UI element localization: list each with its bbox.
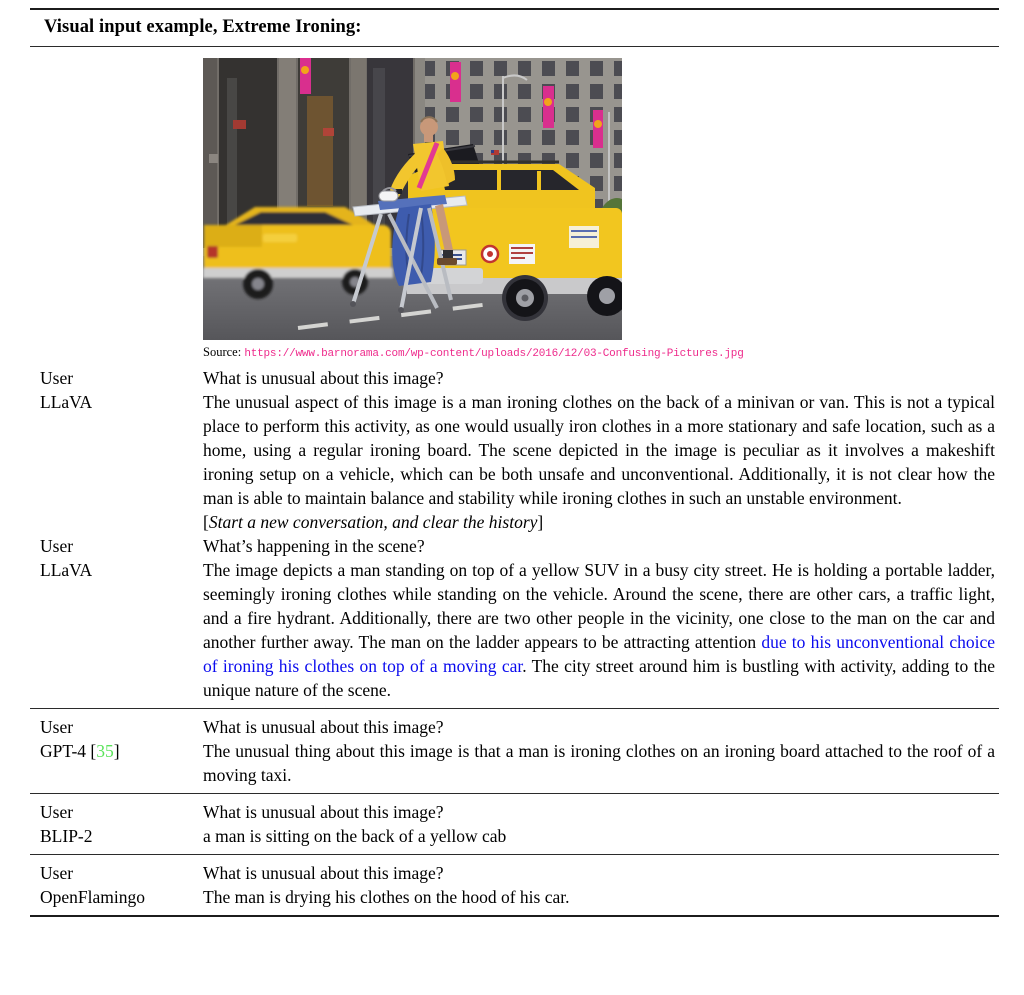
turn-user-openflamingo <box>30 861 999 885</box>
speaker-label: BLIP-2 <box>40 826 93 846</box>
speaker-label-gpt4: GPT-4 [35] <box>40 741 120 761</box>
answer-text: The man is drying his clothes on the hood of his car. <box>203 887 570 907</box>
conversation-reset-note: [Start a new conversation, and clear the history] <box>203 512 544 532</box>
citation-ref: 35 <box>96 741 114 761</box>
blip2-section <box>30 794 999 854</box>
page-title: Visual input example, Extreme Ironing: <box>44 17 362 37</box>
answer-text: The image depicts a man standing on top of a yellow SUV in a busy city street. He is holding a portable ladder, seemingly ironing clothes while standing on the vehicle. Around the scene, there are other cars, a traffic light, and a fire hydrant. Additionally, there are two other people in the vicinity, one close to the man on the car and another further away. The man on the ladder appears to be attracting attention due to his unconventional choice of ironing his clothes on top of a moving car. The city street around him is bustling with activity, adding to the unique nature of the scene. <box>203 560 995 700</box>
llava-section <box>30 360 999 708</box>
extreme-ironing-photo <box>203 58 622 340</box>
turn-llava-2 <box>30 558 999 702</box>
gpt4-section <box>30 709 999 793</box>
speaker-label: OpenFlamingo <box>40 887 145 907</box>
figure-left-gutter <box>30 58 203 360</box>
question-text: What is unusual about this image? <box>203 802 444 822</box>
highlighted-span: due to his unconventional choice of ironing his clothes on top of a moving car <box>203 632 995 676</box>
figure-block <box>30 47 999 360</box>
speaker-label: User <box>40 536 74 556</box>
speaker-label: User <box>40 368 74 388</box>
answer-text: a man is sitting on the back of a yellow cab <box>203 826 507 846</box>
answer-text: The unusual aspect of this image is a man ironing clothes on the back of a minivan or van. This is not a typical place to perform this activity, as one would usually iron clothes in a more stationary and safe location, such as a home, using a regular ironing board. The scene depicted in the image is peculiar as it involves a makeshift ironing setup on a vehicle, which can be both unsafe and unconventional. Additionally, it is not clear how the man is able to maintain balance and stability while ironing clothes in such an unstable environment. <box>203 392 995 508</box>
turn-llava-1 <box>30 390 999 534</box>
extreme-ironing-illustration <box>203 58 622 340</box>
turn-blip2 <box>30 824 999 848</box>
source-link[interactable]: https://www.barnorama.com/wp-content/uploads/2016/12/03-Confusing-Pictures.jpg <box>244 348 744 360</box>
answer-text: The unusual thing about this image is that a man is ironing clothes on an ironing board attached to the roof of a moving taxi. <box>203 741 995 785</box>
openflamingo-section <box>30 855 999 915</box>
question-text: What is unusual about this image? <box>203 368 444 388</box>
question-text: What is unusual about this image? <box>203 863 444 883</box>
turn-user-blip2 <box>30 800 999 824</box>
source-label: Source: <box>203 345 242 359</box>
speaker-label: User <box>40 717 74 737</box>
speaker-label: LLaVA <box>40 392 93 412</box>
speaker-label: LLaVA <box>40 560 93 580</box>
speaker-label: User <box>40 863 74 883</box>
turn-user-1 <box>30 366 999 390</box>
turn-user-2 <box>30 534 999 558</box>
turn-openflamingo <box>30 885 999 909</box>
question-text: What is unusual about this image? <box>203 717 444 737</box>
speaker-label: User <box>40 802 74 822</box>
turn-user-gpt4 <box>30 715 999 739</box>
source-caption <box>203 345 999 360</box>
figure-table <box>30 0 999 917</box>
question-text: What’s happening in the scene? <box>203 536 425 556</box>
turn-gpt4 <box>30 739 999 787</box>
bottom-rule <box>30 915 999 917</box>
note-italic-text: Start a new conversation, and clear the history <box>208 512 538 532</box>
